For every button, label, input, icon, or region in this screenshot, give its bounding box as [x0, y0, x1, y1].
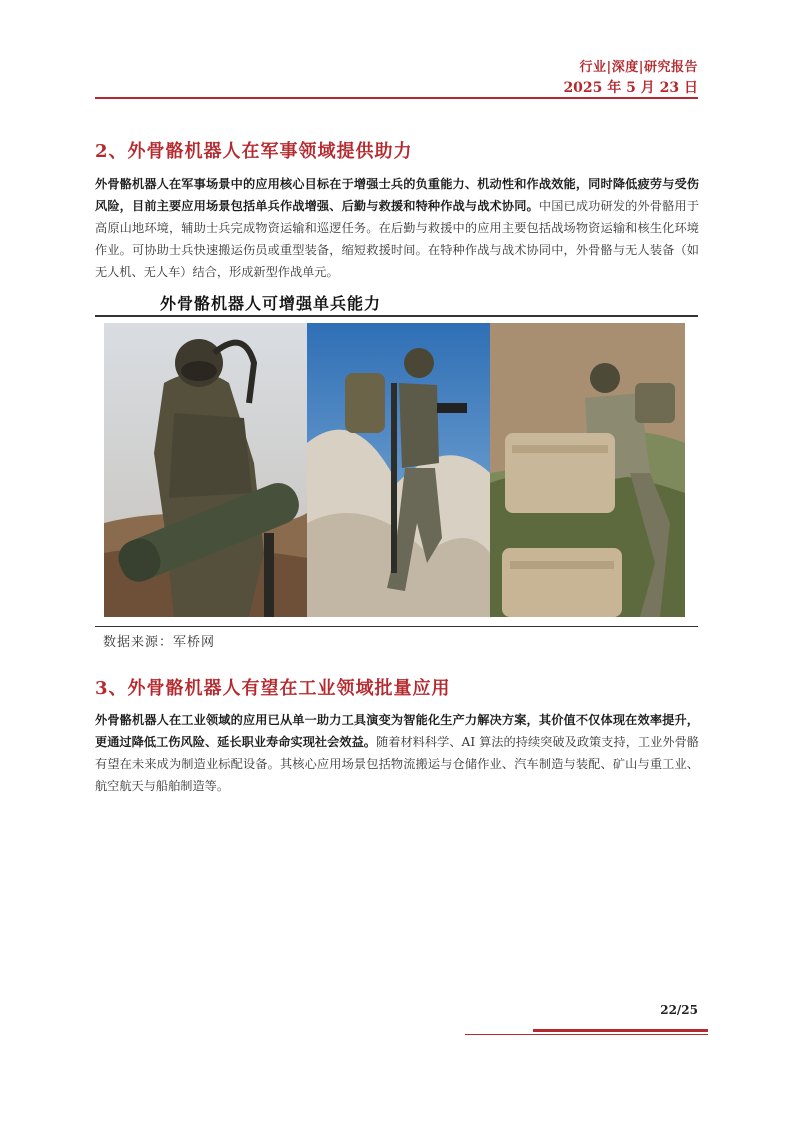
section-2-title: 2、外骨骼机器人在军事领域提供助力	[95, 141, 413, 162]
page-number: 22/25	[660, 1003, 698, 1017]
section-2-normal-text: 中国已成功研发的外骨骼用于高原山地环境，辅助士兵完成物资运输和巡逻任务。在后勤与救援中的应用主要包括战场物资运输和核生化环境作业。可协助士兵快速搬运伤员或重型装备，缩短救援时间。在特种作战与战术协同中，外骨骼与无人装备（如无人机、无人车）结合，形成新型作战单元。	[95, 199, 699, 279]
figure-bottom-rule	[95, 626, 698, 627]
figure-source: 数据来源：军桥网	[103, 635, 216, 650]
photo-soldier-carrying-shell	[104, 323, 307, 617]
section-3-title: 3、外骨骼机器人有望在工业领域批量应用	[95, 678, 451, 699]
photo-soldier-lifting-cases	[490, 323, 685, 617]
section-3-paragraph	[95, 709, 699, 797]
figure-top-rule	[95, 315, 698, 317]
section-2-bold-text: 外骨骼机器人在军事场景中的应用核心目标在于增强士兵的负重能力、机动性和作战效能，同时降低疲劳与受伤风险，目前主要应用场景包括单兵作战增强、后勤与救援和特种作战与战术协同。	[95, 177, 699, 213]
footer-rule-thin	[465, 1034, 708, 1035]
report-date: 2025 年 5 月 23 日	[563, 80, 698, 96]
section-2-paragraph	[95, 173, 699, 283]
footer-rule-thick	[533, 1029, 708, 1032]
section-3-bold-text: 外骨骼机器人在工业领域的应用已从单一助力工具演变为智能化生产力解决方案，其价值不仅体现在效率提升，更通过降低工伤风险、延长职业寿命实现社会效益。	[95, 713, 699, 749]
section-3-normal-text: 随着材料科学、AI 算法的持续突破及政策支持，工业外骨骼有望在未来成为制造业标配设备。其核心应用场景包括物流搬运与仓储作业、汽车制造与装配、矿山与重工业、航空航天与船舶制造等。	[95, 735, 699, 793]
header-divider	[95, 97, 698, 99]
photo-soldier-climbing-rocks	[307, 323, 490, 617]
figure-title: 外骨骼机器人可增强单兵能力	[160, 294, 382, 313]
report-type-tag: 行业|深度|研究报告	[579, 60, 698, 75]
